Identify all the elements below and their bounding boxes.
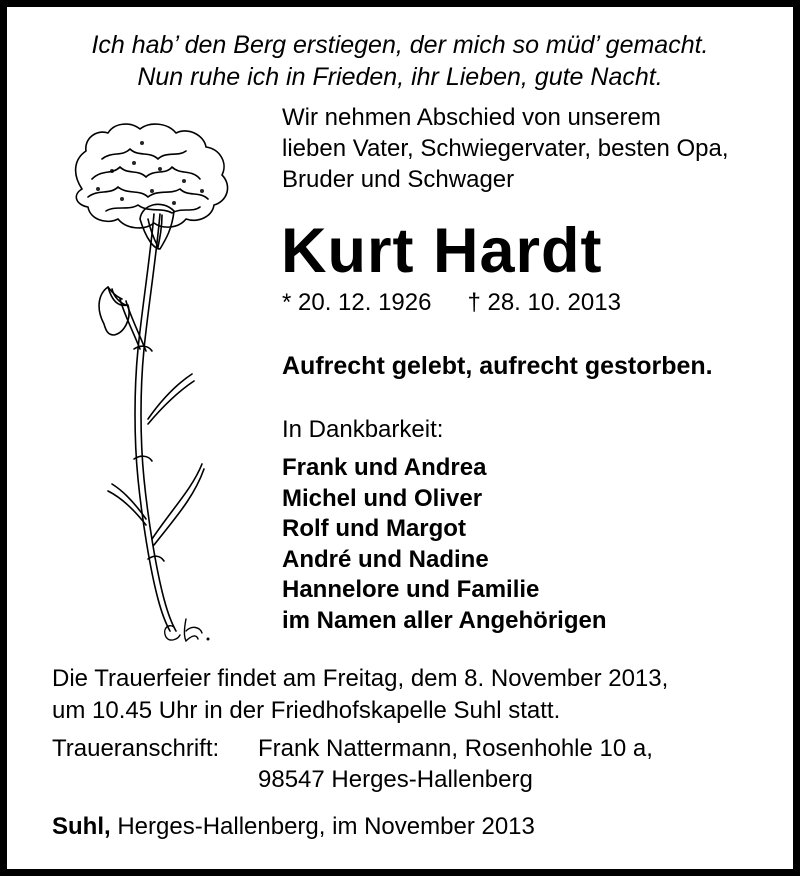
memorial-poem <box>7 29 793 93</box>
address-line-2: 98547 Herges-Hallenberg <box>258 766 533 793</box>
ceremony-line-1: Die Trauerfeier findet am Freitag, dem 8. November 2013, <box>52 665 669 692</box>
life-dates <box>282 288 621 318</box>
intro-line-1: Wir nehmen Abschied von unserem <box>282 104 661 131</box>
ceremony-line-2: um 10.45 Uhr in der Friedhofskapelle Suhl statt. <box>52 697 561 724</box>
mourner-item: André und Nadine <box>282 545 489 573</box>
intro-line-2: lieben Vater, Schwiegervater, besten Opa, <box>282 135 729 162</box>
mourners-list <box>282 453 607 636</box>
farewell-intro <box>282 102 729 195</box>
memorial-motto: Aufrecht gelebt, aufrecht gestorben. <box>282 352 713 380</box>
mourner-item: Rolf und Margot <box>282 515 466 542</box>
poem-line-2: Nun ruhe ich in Frieden, ihr Lieben, gute Nacht. <box>137 63 663 91</box>
death-date: † 28. 10. 2013 <box>467 289 621 316</box>
mourner-item: im Namen aller Angehörigen <box>282 606 607 634</box>
address-lines <box>258 733 653 795</box>
mourner-item: Hannelore und Familie <box>282 576 540 603</box>
gratitude-label: In Dankbarkeit: <box>282 416 444 443</box>
address-label: Traueranschrift: <box>52 735 220 762</box>
mourner-item: Michel und Oliver <box>282 484 483 512</box>
obituary-notice <box>7 7 793 869</box>
closing-place: Suhl, <box>52 813 111 840</box>
address-line-1: Frank Nattermann, Rosenhohle 10 a, <box>258 735 653 762</box>
birth-date: * 20. 12. 1926 <box>282 289 432 316</box>
closing-rest: Herges-Hallenberg, im November 2013 <box>110 813 535 840</box>
poem-line-1: Ich hab’ den Berg erstiegen, der mich so müd’ gemacht. <box>91 31 709 59</box>
funeral-ceremony-info <box>52 663 668 727</box>
deceased-name: Kurt Hardt <box>281 216 603 286</box>
mourner-item: Frank und Andrea <box>282 454 487 481</box>
carnation-drawing-icon <box>62 119 242 659</box>
closing-line <box>52 812 535 842</box>
intro-line-3: Bruder und Schwager <box>282 166 515 193</box>
